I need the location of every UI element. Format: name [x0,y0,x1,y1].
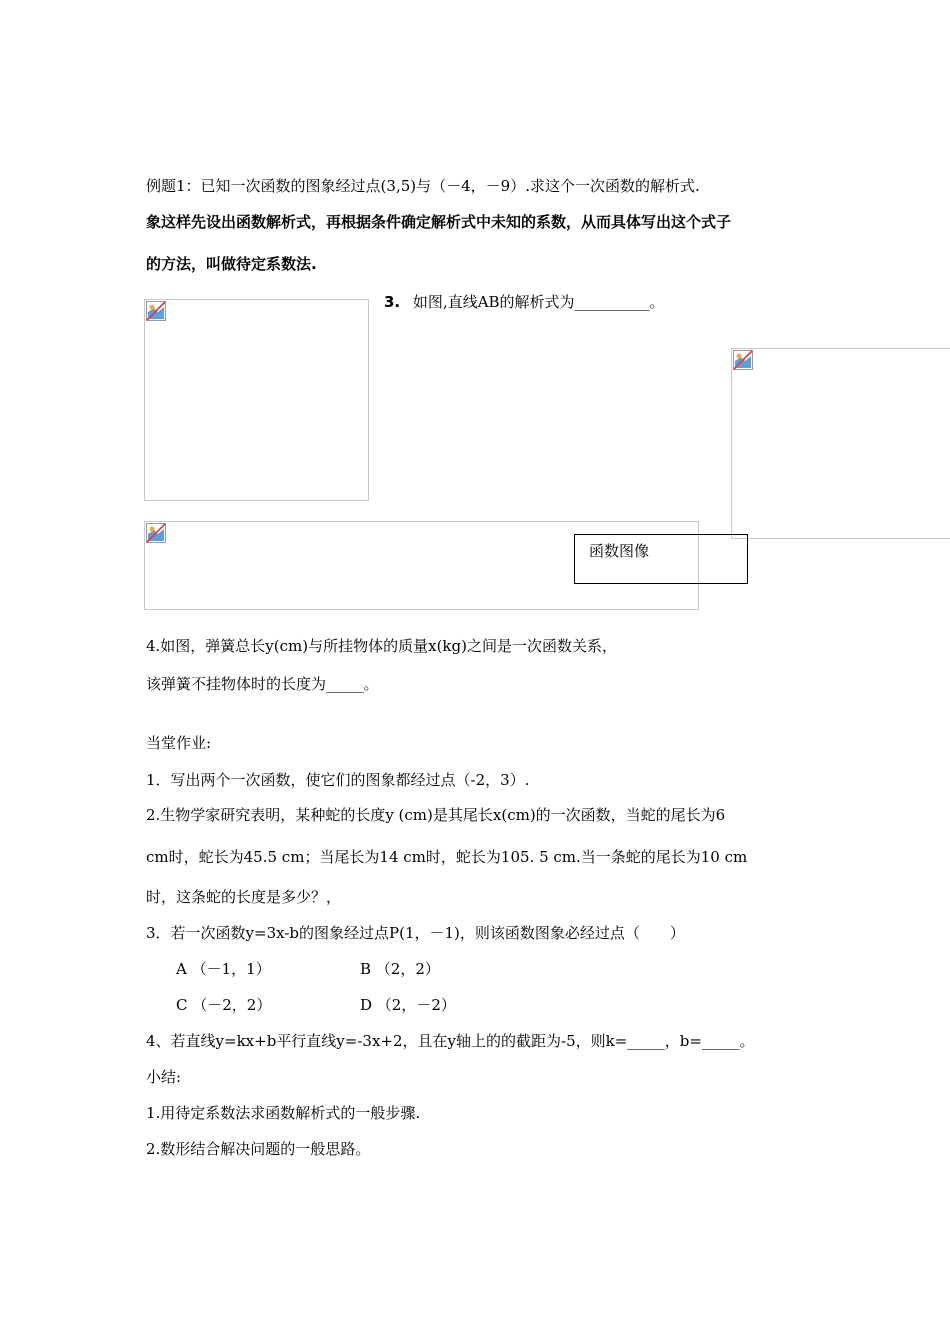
option-b: B （2，2） [360,960,440,978]
function-graph-textbox [574,534,748,584]
option-d: D （2，－2） [360,996,456,1014]
broken-image-icon [146,301,166,321]
question-3-text: 如图,直线AB的解析式为__________。 [412,293,665,311]
textbox-label: 函数图像 [589,542,650,560]
figure-image-2 [731,348,950,539]
homework-title: 当堂作业: [146,734,212,752]
question-4-line-2: 该弹簧不挂物体时的长度为_____。 [146,675,379,693]
homework-2-line-1: 2.生物学家研究表明，某种蛇的长度y (cm)是其尾长x(cm)的一次函数，当蛇的尾长为6 [146,806,726,824]
homework-3: 3．若一次函数y=3x-b的图象经过点P(1，－1)，则该函数图象必经过点（ ） [146,924,685,942]
question-3-number: 3. [384,293,401,311]
summary-1: 1.用待定系数法求函数解析式的一般步骤. [146,1104,421,1122]
homework-2-line-2: cm时，蛇长为45.5 cm；当尾长为14 cm时，蛇长为105. 5 cm.当一条蛇的尾长为10 cm [146,848,748,866]
definition-line-2: 的方法，叫做待定系数法. [146,255,317,273]
option-a: A （－1，1） [176,960,271,978]
question-3 [384,292,665,312]
definition-line-1: 象这样先设出函数解析式，再根据条件确定解析式中未知的系数，从而具体写出这个式子 [146,213,732,231]
homework-2-line-3: 时，这条蛇的长度是多少？， [146,888,342,906]
summary-2: 2.数形结合解决问题的一般思路。 [146,1140,371,1158]
broken-image-icon [733,350,753,370]
homework-4: 4、若直线y=kx+b平行直线y=-3x+2，且在y轴上的的截距为-5，则k=_____，b=_____。 [146,1032,755,1050]
figure-image-1 [144,299,369,501]
example-1: 例题1：已知一次函数的图象经过点(3,5)与（－4，－9）.求这个一次函数的解析式. [146,177,700,195]
option-c: C （－2，2） [176,996,272,1014]
question-4-line-1: 4.如图，弹簧总长y(cm)与所挂物体的质量x(kg)之间是一次函数关系， [146,637,617,655]
homework-1: 1．写出两个一次函数，使它们的图象都经过点（-2，3）. [146,771,530,789]
broken-image-icon [146,523,166,543]
summary-title: 小结: [146,1068,182,1086]
